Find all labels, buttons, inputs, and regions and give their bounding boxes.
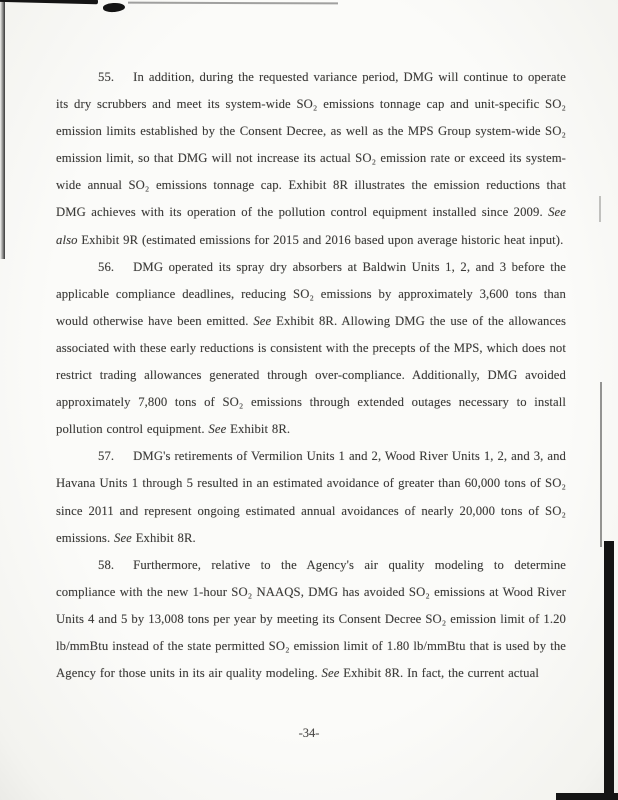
scan-artifact-right-dash (599, 196, 601, 222)
paragraph-number: 58. (98, 557, 115, 572)
paragraph: 56. DMG operated its spray dry absorbers at Baldwin Units 1, 2, and 3 before the applicable compliance deadlines, reducing SO₂ emissions by approximately 3,600 tons than would otherwise have been emitted. See Exhibit 8R. Allowing DMG the use of the allowances associated with these early reductions is consistent with the precepts of the MPS, which does not restrict trading allowances generated through over-compliance. Additionally, DMG avoided approximately 7,800 tons of SO₂ emissions through extended outages necessary to install pollution control equipment. See Exhibit 8R. (56, 259, 566, 437)
paragraph: 57. DMG's retirements of Vermilion Units 1 and 2, Wood River Units 1, 2, and 3, and Havana Units 1 through 5 resulted in an estimated avoidance of greater than 60,000 tons of SO₂ since 2011 and represent ongoing estimated annual avoidances of nearly 20,000 tons of SO₂ emissions. See Exhibit 8R. (56, 449, 566, 545)
paragraph-number: 55. (98, 70, 115, 84)
scan-artifact-right-bar-fade (0, 0, 5, 259)
page-number: -34- (298, 726, 320, 740)
scan-artifact-top-left (0, 0, 98, 4)
scan-artifact-top-hairline (128, 2, 338, 4)
scan-artifact-right-bar (604, 541, 614, 800)
paragraph: 58. Furthermore, relative to the Agency's air quality modeling to determine compliance with the new 1-hour SO₂ NAAQS, DMG has avoided SO₂ emissions at Wood River Units 4 and 5 by 13,008 tons per year by meeting its Consent Decree SO₂ emission limit of 1.20 lb/mmBtu instead of the state permitted SO₂ emission limit of 1.80 lb/mmBtu that is used by the Agency for those units in its air quality modeling. See Exhibit 8R. In fact, the current actual (56, 557, 566, 681)
document-body (56, 64, 566, 687)
paragraph: 55. In addition, during the requested variance period, DMG will continue to operate its dry scrubbers and meet its system-wide SO₂ emissions tonnage cap and unit-specific SO₂ emission limits established by the Consent Decree, as well as the MPS Group system-wide SO₂ emission limit, so that DMG will not increase its actual SO₂ emission rate or exceed its system-wide annual SO₂ emissions tonnage cap. Exhibit 8R illustrates the emission reductions that DMG achieves with its operation of the pollution control equipment installed since 2009. See also Exhibit 9R (estimated emissions for 2015 and 2016 based upon average historic heat input). (56, 70, 566, 247)
scan-artifact-top-blob (103, 2, 126, 13)
scan-artifact-bottom-strip (556, 793, 618, 800)
paragraph-number: 57. (98, 449, 115, 464)
paragraph-number: 56. (98, 259, 115, 274)
scan-artifact-right-line (600, 382, 602, 547)
